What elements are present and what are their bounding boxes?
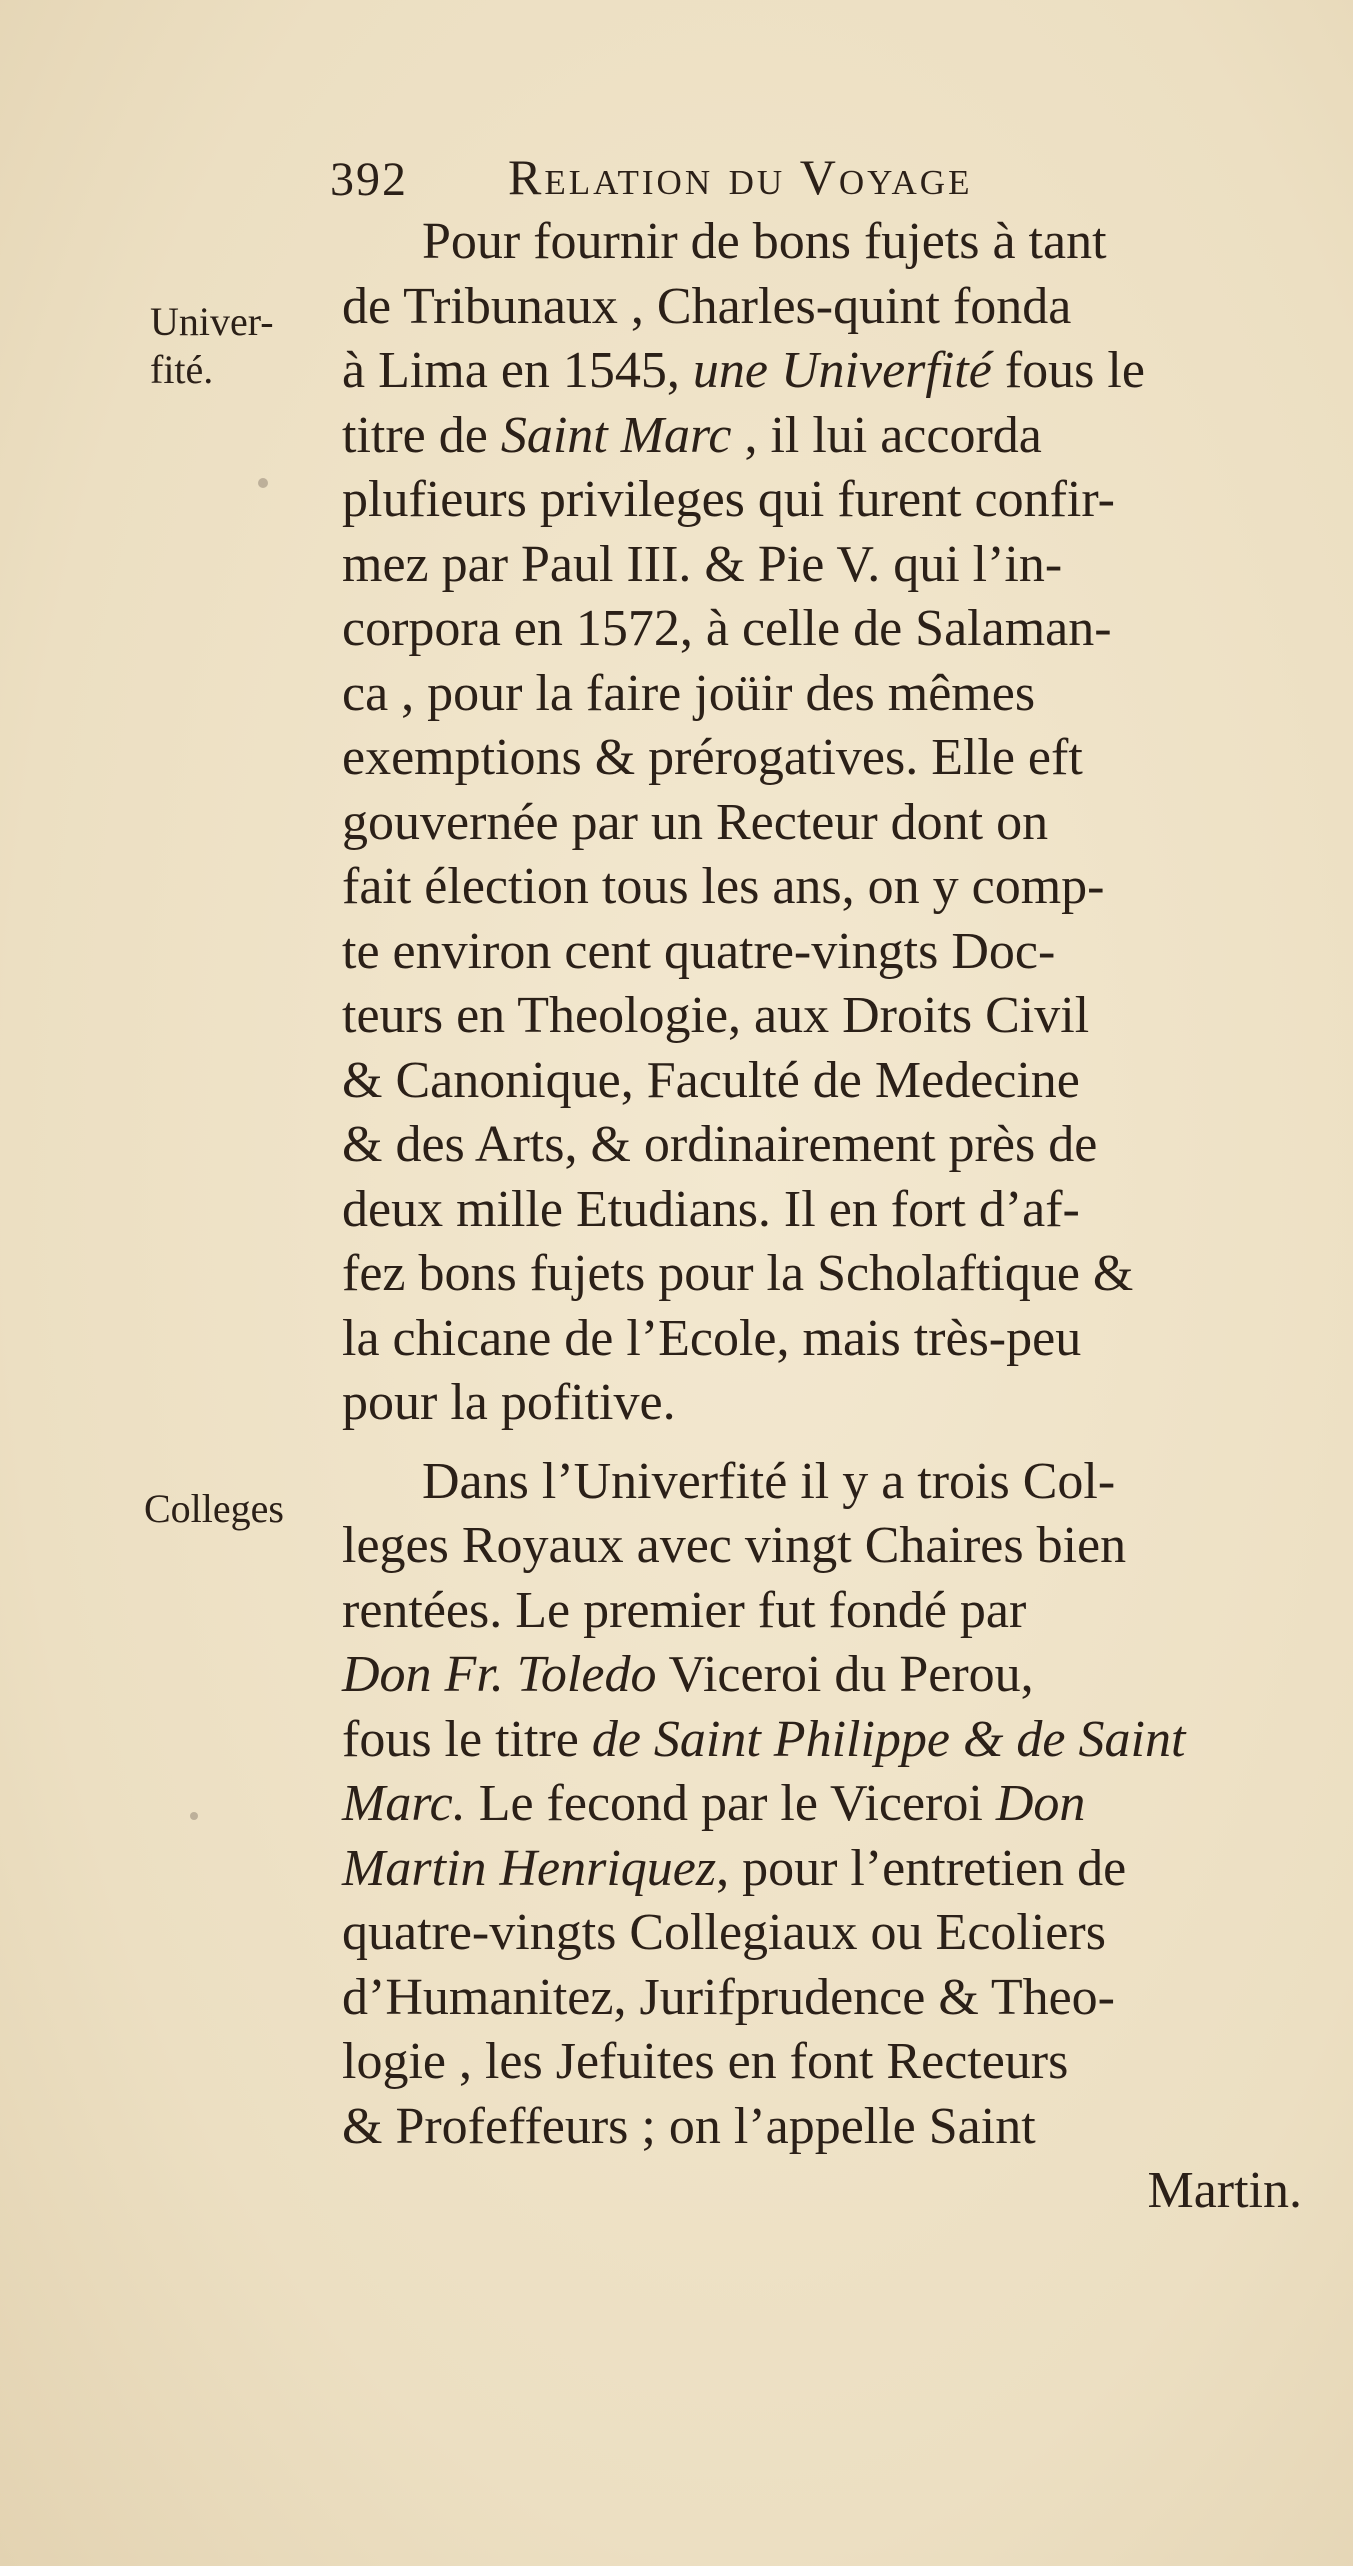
text-span: Pour fournir de bons fujets à tant	[422, 213, 1107, 270]
margin-note-line: fité.	[150, 347, 214, 392]
italic-span: Marc.	[342, 1775, 466, 1832]
text-line	[342, 726, 1302, 790]
italic-span: Don Fr. Toledo	[342, 1646, 657, 1703]
margin-note-colleges: Colleges	[144, 1486, 284, 1531]
text-span: leges Royaux avec vingt Chaires bien	[342, 1517, 1127, 1574]
text-line	[342, 1514, 1302, 1578]
text-line	[342, 533, 1302, 597]
text-line	[342, 1307, 1302, 1371]
italic-span: de Saint Philippe & de Saint	[591, 1710, 1186, 1768]
italic-span: une Univerfité	[692, 342, 992, 399]
text-span: & des Arts, & ordinairement près de	[342, 1116, 1098, 1173]
text-span: de Tribunaux , Charles-quint fonda	[342, 277, 1072, 335]
text-line	[342, 1708, 1302, 1772]
text-span: quatre-vingts Collegiaux ou Ecoliers	[342, 1904, 1106, 1961]
text-line	[342, 404, 1302, 468]
text-span: Martin.	[1147, 2162, 1302, 2219]
text-span: teurs en Theologie, aux Droits Civil	[342, 987, 1090, 1044]
text-line	[342, 1901, 1302, 1965]
text-span: gouvernée par un Recteur dont on	[342, 793, 1049, 851]
text-line	[342, 1772, 1302, 1836]
text-line	[342, 339, 1302, 403]
text-span: logie , les Jefuites en font Recteurs	[342, 2033, 1069, 2090]
text-line	[342, 662, 1302, 726]
text-span: pour la pofitive.	[342, 1374, 676, 1431]
text-span: titre de	[342, 406, 501, 464]
margin-note-line: Univer-	[150, 299, 274, 344]
text-span: deux mille Etudians. Il en fort d’af-	[342, 1180, 1080, 1238]
text-line	[342, 1643, 1302, 1707]
text-line	[342, 1178, 1302, 1242]
text-span: , il lui accorda	[731, 406, 1042, 464]
text-line	[342, 1371, 1302, 1435]
text-span: corpora en 1572, à celle de Salaman-	[342, 600, 1112, 657]
text-span: fous le titre	[342, 1710, 592, 1768]
text-line	[342, 468, 1302, 532]
text-line	[342, 920, 1302, 984]
text-line	[342, 1837, 1302, 1901]
text-span: Dans l’Univerfité il y a trois Col-	[422, 1452, 1116, 1510]
text-span: ca , pour la faire joüir des mêmes	[342, 664, 1036, 722]
page-number: 392	[330, 153, 408, 206]
text-span: fous le	[991, 342, 1145, 399]
text-line	[342, 275, 1302, 339]
text-span: la chicane de l’Ecole, mais très-peu	[342, 1309, 1082, 1367]
ink-speck	[190, 1812, 198, 1820]
ink-speck	[258, 478, 268, 488]
text-span: te environ cent quatre-vingts Doc-	[342, 922, 1056, 980]
text-span: fez bons fujets pour la Scholaftique &	[342, 1245, 1134, 1302]
text-line	[342, 1242, 1302, 1306]
page-header	[330, 148, 1230, 218]
italic-span: Martin Henriquez	[342, 1839, 717, 1897]
text-span: d’Humanitez, Jurifprudence & Theo-	[342, 1968, 1115, 2026]
margin-note-universite	[150, 298, 274, 394]
text-line	[342, 855, 1302, 919]
text-line	[342, 791, 1302, 855]
text-line	[342, 984, 1302, 1048]
text-line	[342, 1450, 1353, 1514]
text-line	[342, 210, 1353, 274]
text-line	[342, 1966, 1302, 2030]
text-line	[342, 1579, 1302, 1643]
text-span: & Canonique, Faculté de Medecine	[342, 1051, 1080, 1109]
italic-span: Don	[995, 1775, 1086, 1832]
text-line	[342, 597, 1302, 661]
italic-span: Saint Marc	[500, 406, 732, 464]
text-line	[342, 1049, 1302, 1113]
text-span: mez par Paul III. & Pie V. qui l’in-	[342, 535, 1063, 593]
text-span: & Profeffeurs ; on l’appelle Saint	[342, 2097, 1036, 2155]
text-span: , pour l’entretien de	[716, 1839, 1127, 1897]
text-span: Viceroi du Perou,	[656, 1646, 1034, 1703]
text-span: fait élection tous les ans, on y comp-	[342, 858, 1105, 915]
running-title: Relation du Voyage	[508, 149, 973, 205]
text-line	[342, 2095, 1302, 2159]
text-span: plufieurs privileges qui furent confir-	[342, 471, 1115, 528]
text-line	[342, 2159, 1302, 2223]
text-span: exemptions & prérogatives. Elle eft	[342, 729, 1083, 786]
text-span: Le fecond par le Viceroi	[465, 1775, 996, 1832]
text-line	[342, 1113, 1302, 1177]
text-span: à Lima en 1545,	[342, 342, 693, 399]
text-line	[342, 2030, 1302, 2094]
text-span: rentées. Le premier fut fondé par	[342, 1581, 1027, 1639]
